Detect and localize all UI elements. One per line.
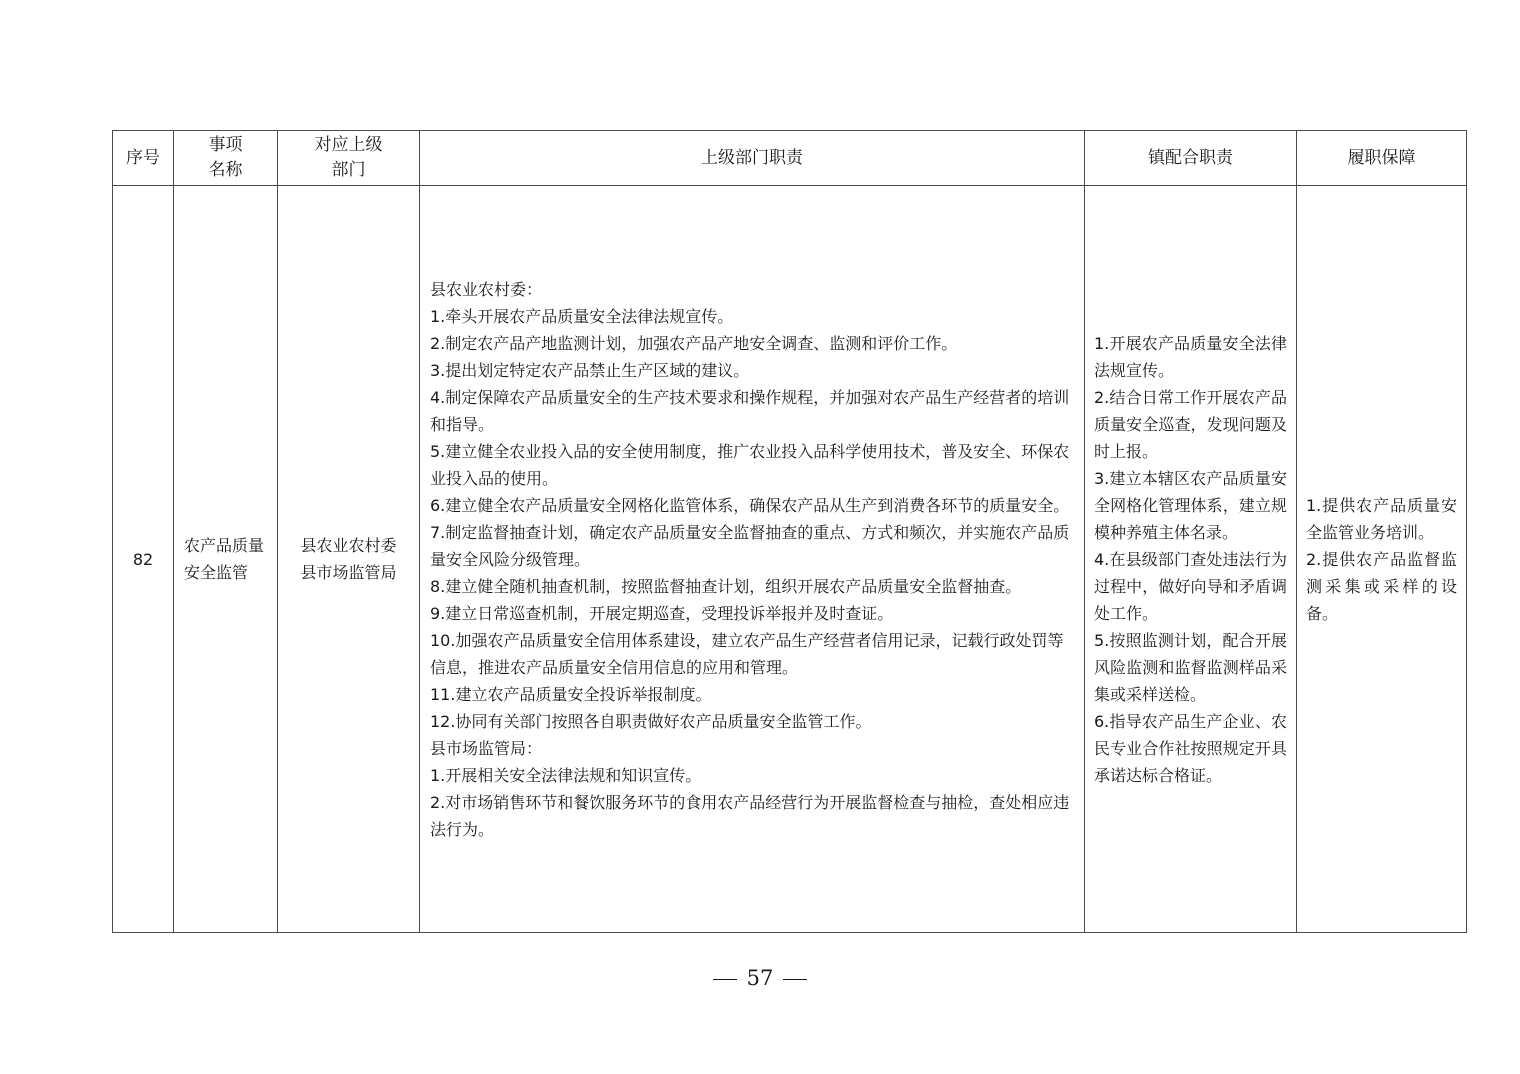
row-town-duties [1085,186,1297,933]
dash-left [713,979,737,980]
superior-duty-line: 1.牵头开展农产品质量安全法律法规宣传。 [430,306,734,326]
header-superior-dept-line2: 部门 [331,160,366,180]
superior-duty-line: 3.提出划定特定农产品禁止生产区域的建议。 [430,360,750,380]
table-header-row [113,131,1467,186]
page-footer [0,966,1520,990]
superior-duty-line: 县市场监管局： [430,738,543,758]
superior-duty-line: 8.建立健全随机抽查机制，按照监督抽查计划，组织开展农产品质量安全监督抽查。 [430,576,1022,596]
header-superior-duties [420,131,1085,186]
header-index-label: 序号 [126,147,160,168]
town-duty-line: 5.按照监测计划，配合开展风险监测和监督监测样品采集或采样送检。 [1094,630,1287,704]
department-line: 县市场监管局 [300,563,397,582]
guarantee-line: 2.提供农产品监督监测采集或采样的设备。 [1306,549,1457,623]
header-superior-dept [278,131,420,186]
town-duty-line: 1.开展农产品质量安全法律法规宣传。 [1094,333,1287,380]
table-row [113,186,1467,933]
dash-right [783,979,807,980]
town-duty-line: 4.在县级部门查处违法行为过程中，做好向导和矛盾调处工作。 [1094,549,1287,623]
superior-duty-line: 1.开展相关安全法律法规和知识宣传。 [430,765,702,785]
superior-duty-line: 5.建立健全农业投入品的安全使用制度，推广农业投入品科学使用技术，普及安全、环保农业投入品的使用。 [430,441,1070,488]
row-index: 82 [113,186,174,933]
department-line: 县农业农村委 [300,536,397,555]
row-departments [278,186,420,933]
duty-table [112,130,1467,933]
superior-duty-line: 9.建立日常巡查机制，开展定期巡查，受理投诉举报并及时查证。 [430,603,894,623]
header-guarantee [1297,131,1467,186]
town-duty-line: 6.指导农产品生产企业、农民专业合作社按照规定开具承诺达标合格证。 [1094,711,1287,785]
superior-duty-line: 2.对市场销售环节和餐饮服务环节的食用农产品经营行为开展监督检查与抽检，查处相应违法行为。 [430,792,1070,839]
superior-duty-line: 11.建立农产品质量安全投诉举报制度。 [430,684,712,704]
header-superior-dept-line1: 对应上级 [314,135,383,155]
row-guarantee [1297,186,1467,933]
guarantee-line: 1.提供农产品质量安全监管业务培训。 [1306,495,1457,542]
header-item-name-line2: 名称 [208,160,243,180]
row-item-name: 农产品质量安全监管 [174,186,278,933]
superior-duty-line: 7.制定监督抽查计划，确定农产品质量安全监督抽查的重点、方式和频次，并实施农产品质量安全风险分级管理。 [430,522,1070,569]
header-item-name-line1: 事项 [208,135,243,155]
superior-duty-line: 10.加强农产品质量安全信用体系建设，建立农产品生产经营者信用记录，记载行政处罚等信息，推进农产品质量安全信用信息的应用和管理。 [430,630,1064,677]
superior-duty-line: 12.协同有关部门按照各自职责做好农产品质量安全监管工作。 [430,711,872,731]
superior-duty-line: 4.制定保障农产品质量安全的生产技术要求和操作规程，并加强对农产品生产经营者的培训和指导。 [430,387,1070,434]
superior-duty-line: 6.建立健全农产品质量安全网格化监管体系，确保农产品从生产到消费各环节的质量安全。 [430,495,1070,515]
header-item-name [174,131,278,186]
header-town-duties [1085,131,1297,186]
page-number: 57 [746,966,774,990]
town-duty-line: 2.结合日常工作开展农产品质量安全巡查，发现问题及时上报。 [1094,387,1287,461]
superior-duty-line: 县农业农村委： [430,279,543,299]
header-index [113,131,174,186]
town-duty-line: 3.建立本辖区农产品质量安全网格化管理体系，建立规模种养殖主体名录。 [1094,468,1287,542]
header-town-duties-label: 镇配合职责 [1148,147,1233,168]
row-superior-duties [420,186,1085,933]
header-superior-duties-label: 上级部门职责 [701,147,803,168]
header-guarantee-label: 履职保障 [1347,147,1416,168]
superior-duty-line: 2.制定农产品产地监测计划，加强农产品产地安全调查、监测和评价工作。 [430,333,958,353]
